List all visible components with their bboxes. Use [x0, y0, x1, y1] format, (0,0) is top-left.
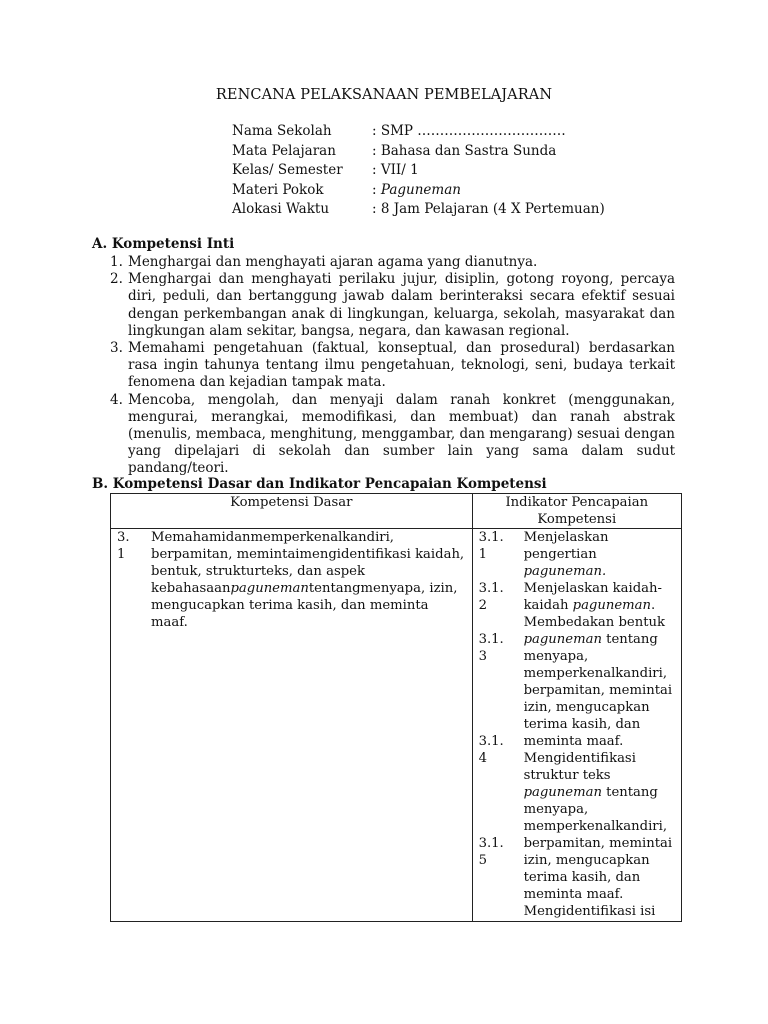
indikator-cell	[472, 529, 681, 922]
list-item	[110, 271, 675, 340]
header-indikator: Indikator Pencapaian Kompetensi	[472, 494, 681, 529]
info-value: : SMP ……………………………	[372, 123, 566, 139]
info-value: : Bahasa dan Sastra Sunda	[372, 142, 557, 159]
kd-text-part: tentangmenyapa, izin, mengucapkan terima kasih, dan meminta maaf.	[151, 581, 458, 630]
indicator-text-italic: paguneman	[572, 598, 652, 613]
indicator-text-part: tentang menyapa, memperkenalkandiri,	[523, 785, 668, 834]
info-row-school	[232, 122, 605, 142]
kompetensi-table	[110, 493, 682, 922]
list-text: Menghargai dan menghayati perilaku jujur, disiplin, gotong royong, percaya diri, peduli, dan bertanggung jawab dalam berinteraksi secara efektif sesuai dengan perkembangan anak di lingkungan, keluarga, sekolah, masyarakat dan lingkungan alam sekitar, bangsa, negara, dan kawasan regional.	[128, 271, 675, 339]
section-b-heading: B. Kompetensi Dasar dan Indikator Pencapaian Kompetensi	[92, 476, 547, 492]
kd-content	[111, 529, 472, 631]
identity-block	[232, 122, 605, 220]
kd-number: 3. 1	[117, 530, 130, 562]
info-row-subject	[232, 142, 605, 162]
indicator-text	[524, 580, 681, 631]
kd-text-italic: paguneman	[230, 581, 309, 596]
table-row	[111, 529, 682, 922]
indicator-item	[473, 580, 681, 631]
indicator-text-part: Menjelaskan pengertian	[523, 530, 609, 562]
list-text: Memahami pengetahuan (faktual, konseptual, dan prosedural) berdasarkan rasa ingin tahunya tentang ilmu pengetahuan, teknologi, seni, budaya terkait fenomena dan kejadian tampak mata.	[128, 340, 675, 391]
list-item	[110, 392, 675, 478]
indicator-number: 3.1. 4	[478, 734, 504, 766]
info-label: Kelas/ Semester	[232, 162, 343, 178]
kd-text	[151, 529, 472, 631]
indicator-text	[524, 631, 681, 733]
kd-cell	[111, 529, 473, 922]
indicator-text	[524, 733, 681, 835]
document-title: RENCANA PELAKSANAAN PEMBELAJARAN	[215, 87, 553, 103]
info-label: Materi Pokok	[232, 181, 324, 198]
list-item	[110, 340, 675, 392]
list-text: Mencoba, mengolah, dan menyaji dalam ranah konkret (menggunakan, mengurai, merangkai, memodifikasi, dan membuat) dan ranah abstrak (menulis, membaca, menghitung, menggambar, dan mengarang) sesuai dengan yang dipelajari di sekolah dan sumber lain yang sama dalam sudut pandang/teori.	[128, 391, 675, 477]
kd-text-part: Memahamidanmemperkenalkandiri, berpamitan, memintaimengidentifikasi kaidah, bentuk, strukturteks, dan aspek kebahasaan	[151, 530, 465, 596]
indicator-text-part: tentang menyapa, memperkenalkandiri, berpamitan, memintai izin, mengucapkan terima kasih, dan	[523, 632, 673, 732]
info-label: Nama Sekolah	[232, 123, 332, 139]
info-row-topic	[232, 181, 605, 201]
indicator-number: 3.1. 1	[478, 530, 504, 562]
indicator-text-italic: paguneman.	[523, 564, 607, 579]
header-kompetensi-dasar: Kompetensi Dasar	[111, 494, 473, 529]
indicator-text-part: Menjelaskan kaidah-kaidah	[523, 581, 662, 613]
list-number: 3.	[110, 340, 123, 357]
indicator-item	[473, 835, 681, 920]
list-number: 2.	[110, 271, 123, 288]
info-value: : 8 Jam Pelajaran (4 X Pertemuan)	[372, 201, 605, 217]
info-row-class	[232, 161, 605, 181]
indicator-item	[473, 529, 681, 580]
indicator-text-part: . Membedakan bentuk	[523, 598, 665, 630]
indicator-item	[473, 733, 681, 835]
list-number: 4.	[110, 391, 123, 408]
indicator-item	[473, 631, 681, 733]
info-label: Alokasi Waktu	[232, 201, 330, 217]
indicator-text: berpamitan, memintai izin, mengucapkan terima kasih, dan meminta maaf. Mengidentifikasi isi	[523, 836, 673, 919]
indicator-text-italic: paguneman	[523, 785, 602, 800]
kompetensi-inti-list	[110, 254, 675, 478]
indicator-text-part: meminta maaf. Mengidentifikasi struktur teks	[523, 734, 636, 783]
indicator-number: 3.1. 3	[478, 632, 504, 664]
info-label: Mata Pelajaran	[232, 142, 336, 159]
info-value-italic: Paguneman	[380, 181, 461, 198]
indicator-number: 3.1. 2	[478, 581, 504, 613]
info-row-time	[232, 200, 605, 220]
info-value-prefix: :	[372, 181, 381, 198]
indicator-text	[524, 529, 681, 580]
info-value	[372, 181, 461, 201]
info-value: : VII/ 1	[372, 162, 419, 178]
list-item	[110, 254, 675, 271]
section-a-heading: A. Kompetensi Inti	[92, 236, 235, 252]
indicator-number: 3.1. 5	[478, 836, 504, 868]
list-number: 1.	[110, 254, 123, 270]
list-text: Menghargai dan menghayati ajaran agama yang dianutnya.	[128, 254, 538, 270]
table-header-row	[111, 494, 682, 529]
indicator-text-italic: paguneman	[523, 632, 602, 647]
